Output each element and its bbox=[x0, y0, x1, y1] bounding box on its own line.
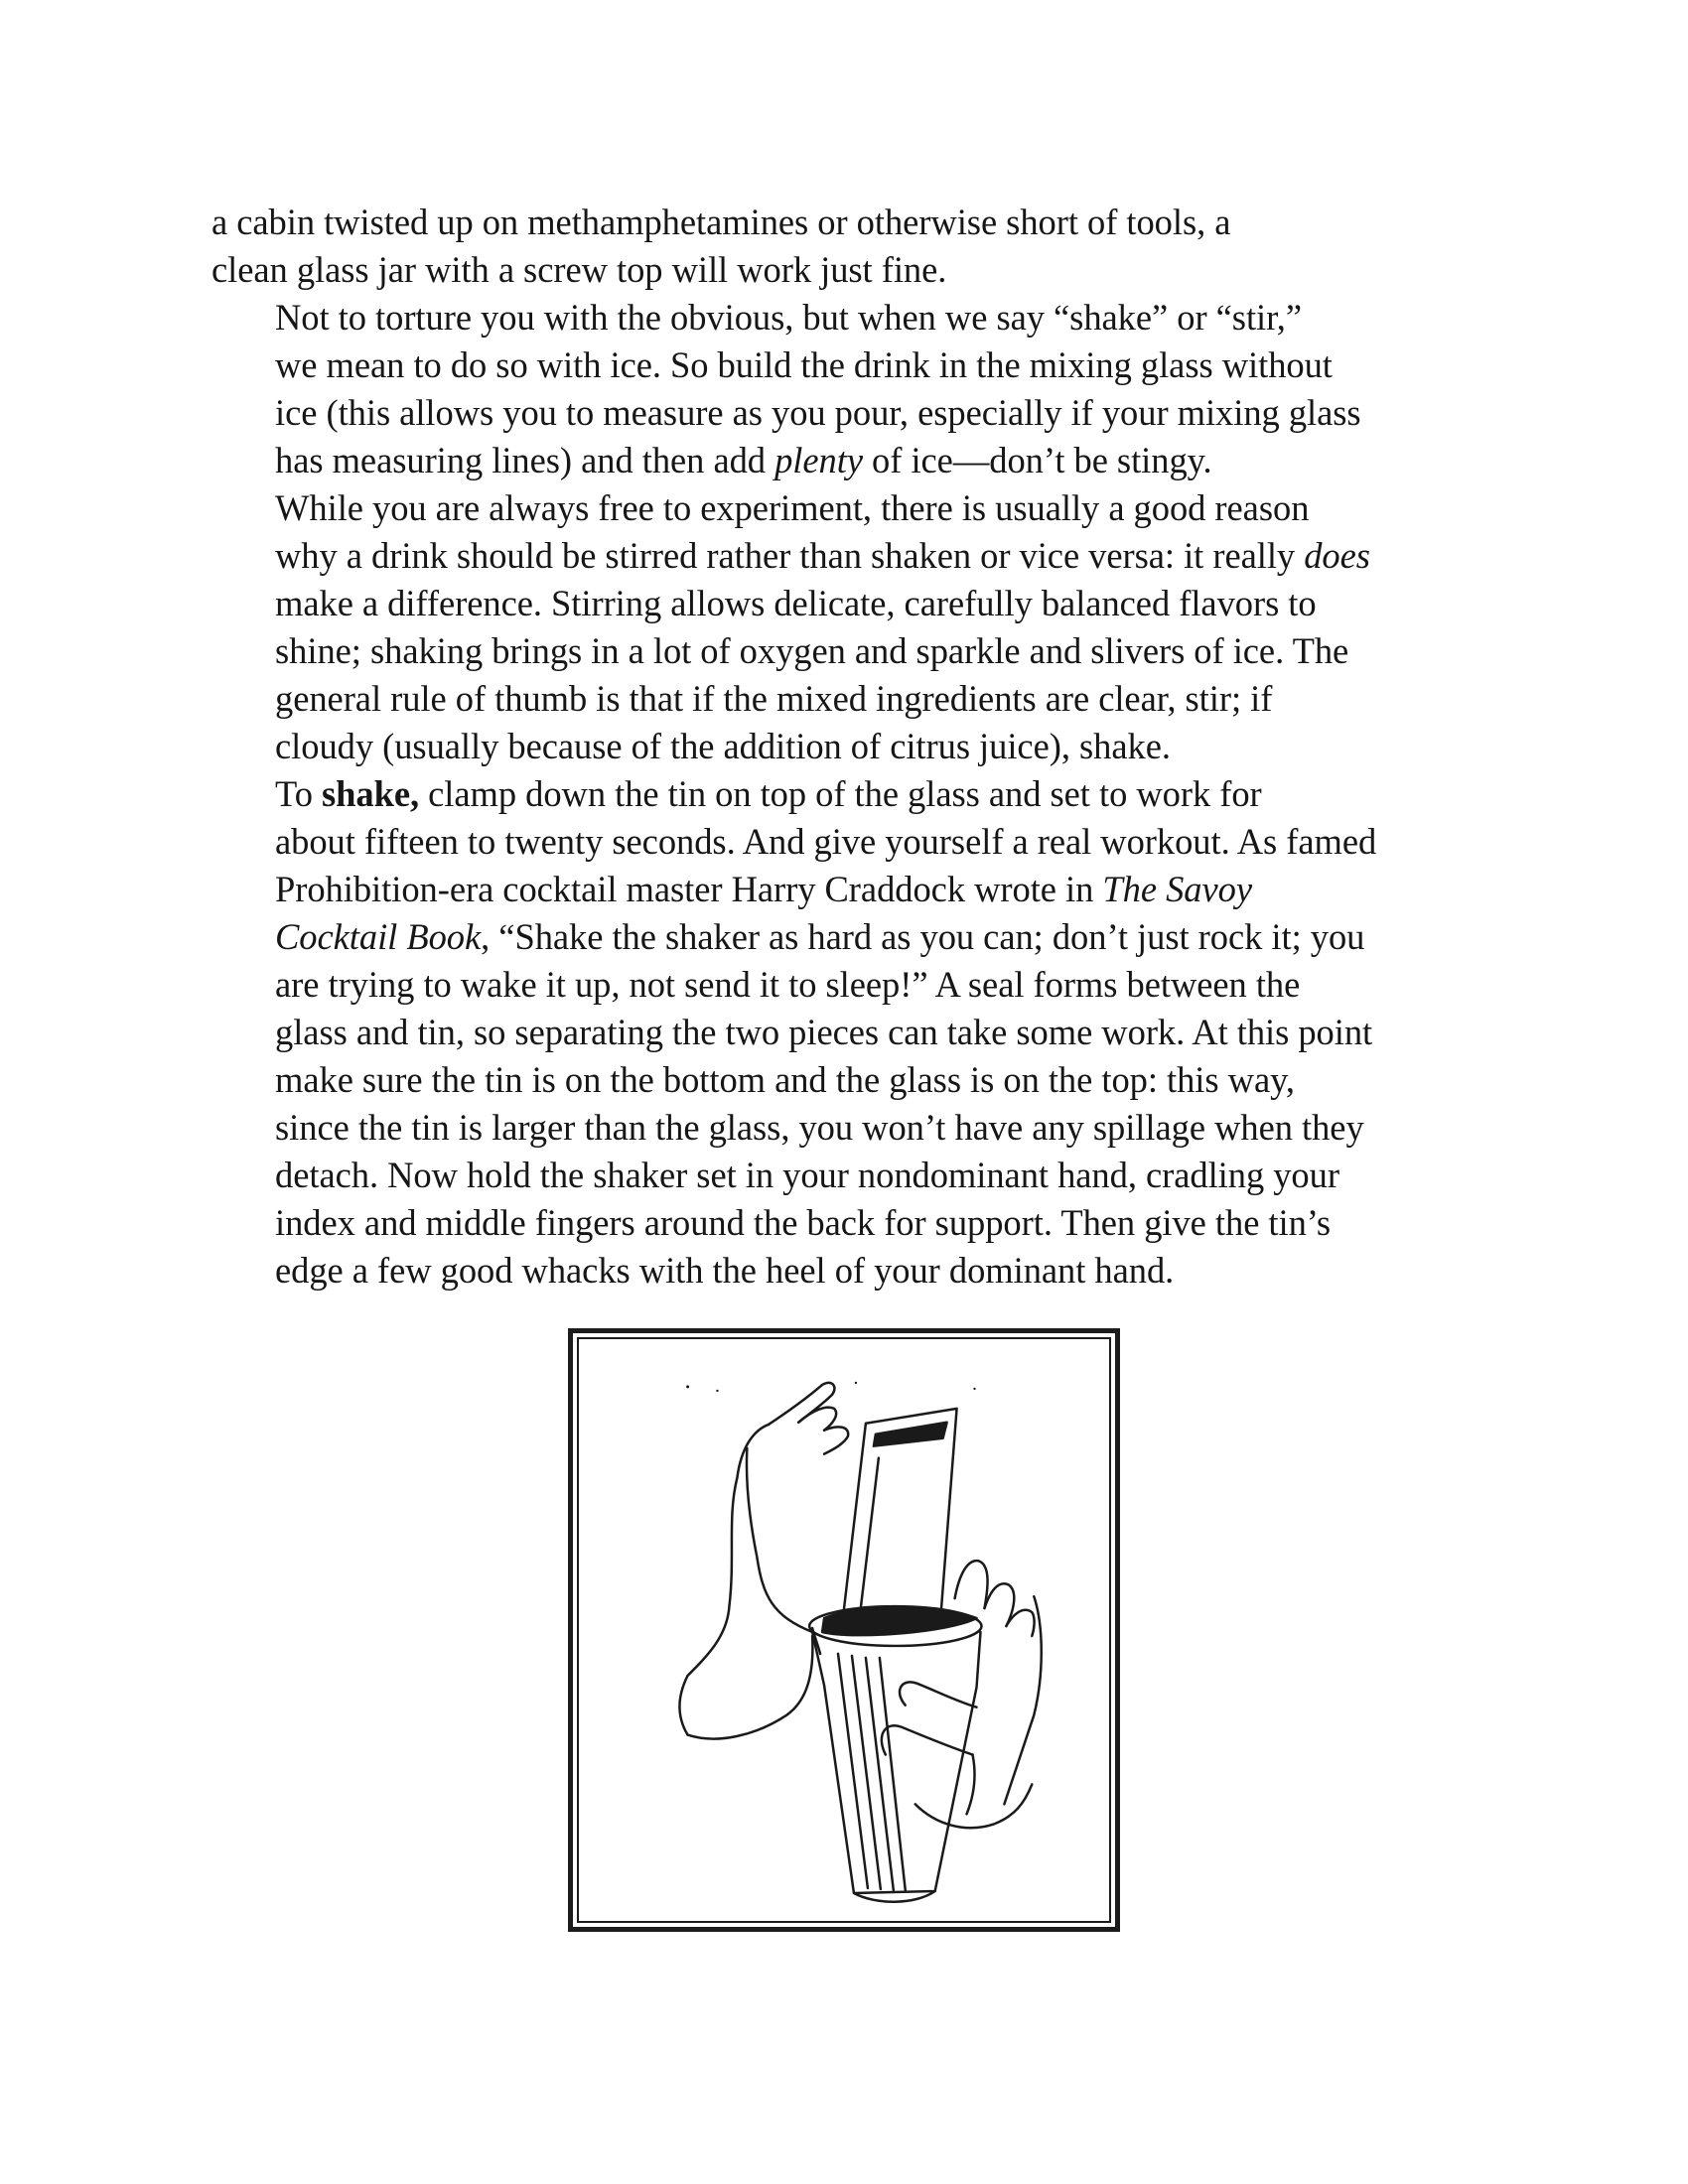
paragraph-3 bbox=[211, 484, 1492, 770]
paragraph-4 bbox=[211, 770, 1492, 1295]
text-run: of ice—don’t be stingy. bbox=[862, 440, 1212, 480]
text-line bbox=[211, 866, 1492, 913]
cocktail-shaker-hands-icon bbox=[579, 1339, 1109, 1921]
text-line bbox=[211, 437, 1492, 484]
book-title-part-1: The Savoy bbox=[1102, 869, 1252, 909]
text-line bbox=[211, 532, 1492, 580]
text-line: since the tin is larger than the glass, you won’t have any spillage when they bbox=[275, 1107, 1364, 1148]
text-run: why a drink should be stirred rather than shaken or vice versa: it really bbox=[275, 535, 1305, 576]
text-line: shine; shaking brings in a lot of oxygen and sparkle and slivers of ice. The bbox=[275, 630, 1349, 671]
page-text bbox=[211, 199, 1492, 1295]
text-run: , “Shake the shaker as hard as you can; don’t just rock it; you bbox=[481, 916, 1365, 957]
book-title-part-2: Cocktail Book bbox=[275, 916, 482, 957]
text-line: about fifteen to twenty seconds. And give yourself a real workout. As famed bbox=[275, 821, 1377, 862]
strong-shake: shake, bbox=[321, 773, 420, 814]
text-line: While you are always free to experiment, there is usually a good reason bbox=[275, 487, 1310, 528]
text-run: Prohibition-era cocktail master Harry Craddock wrote in bbox=[275, 869, 1103, 909]
text-line: general rule of thumb is that if the mixed ingredients are clear, stir; if bbox=[275, 678, 1273, 719]
text-line: cloudy (usually because of the addition of citrus juice), shake. bbox=[275, 726, 1171, 766]
emphasis-does: does bbox=[1304, 535, 1370, 576]
text-line: make a difference. Stirring allows delicate, carefully balanced flavors to bbox=[275, 583, 1317, 623]
text-run: clamp down the tin on top of the glass and set to work for bbox=[419, 773, 1262, 814]
text-line bbox=[211, 770, 1492, 818]
text-line bbox=[211, 913, 1492, 961]
text-line: Not to torture you with the obvious, but when we say “shake” or “stir,” bbox=[275, 297, 1302, 338]
paragraph-2 bbox=[211, 294, 1492, 484]
illustration-inner-border bbox=[577, 1337, 1111, 1923]
illustration-frame bbox=[568, 1328, 1120, 1932]
text-line: clean glass jar with a screw top will work just fine. bbox=[211, 249, 947, 290]
text-run: has measuring lines) and then add bbox=[275, 440, 775, 480]
text-line: are trying to wake it up, not send it to sleep!” A seal forms between the bbox=[275, 964, 1301, 1005]
text-line: detach. Now hold the shaker set in your nondominant hand, cradling your bbox=[275, 1155, 1339, 1195]
text-run: To bbox=[275, 773, 322, 814]
text-line: edge a few good whacks with the heel of your dominant hand. bbox=[275, 1250, 1175, 1291]
emphasis-plenty: plenty bbox=[774, 440, 863, 480]
paragraph-1 bbox=[211, 199, 1492, 294]
text-line: we mean to do so with ice. So build the drink in the mixing glass without bbox=[275, 344, 1333, 385]
text-line: glass and tin, so separating the two pieces can take some work. At this point bbox=[275, 1012, 1373, 1052]
text-line: a cabin twisted up on methamphetamines or otherwise short of tools, a bbox=[211, 202, 1231, 242]
text-line: make sure the tin is on the bottom and the glass is on the top: this way, bbox=[275, 1059, 1295, 1100]
text-line: index and middle fingers around the back for support. Then give the tin’s bbox=[275, 1202, 1332, 1243]
text-line: ice (this allows you to measure as you pour, especially if your mixing glass bbox=[275, 392, 1361, 433]
